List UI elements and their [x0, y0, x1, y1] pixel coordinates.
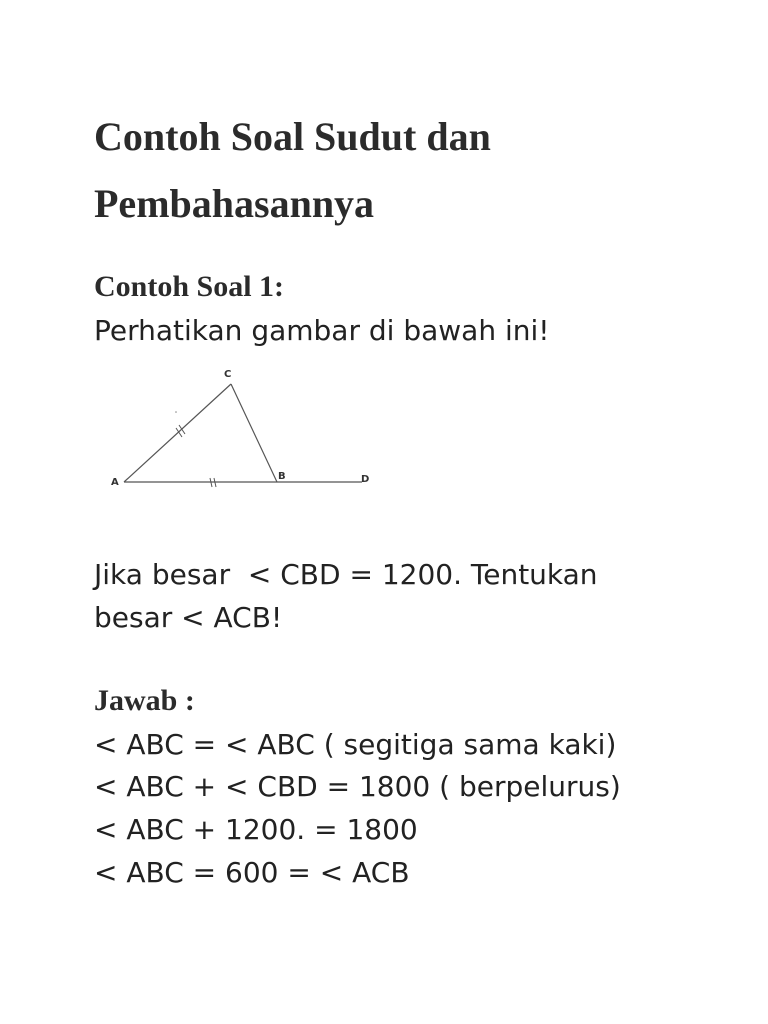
triangle-figure [100, 360, 390, 500]
instruction-text: Perhatikan gambar di bawah ini! [94, 314, 550, 347]
answer-step-4: < ABC = 600 = < ACB [94, 856, 410, 889]
page-title: Contoh Soal Sudut dan Pembahasannya [94, 114, 491, 226]
answer-step-1: < ABC = < ABC ( segitiga sama kaki) [94, 728, 617, 761]
answer-step-2: < ABC + < CBD = 1800 ( berpelurus) [94, 770, 621, 803]
side-ac [124, 384, 231, 482]
point-label-b: B [278, 471, 286, 482]
triangle-diagram [100, 360, 390, 500]
side-cb [231, 384, 277, 482]
example-heading: Contoh Soal 1: [94, 270, 285, 303]
point-label-a: A [111, 477, 119, 488]
answer-heading: Jawab : [94, 684, 195, 717]
question-line-2: besar < ACB! [94, 601, 283, 634]
point-label-c: C [224, 369, 232, 380]
stray-dot [175, 411, 177, 413]
question-line-1: Jika besar < CBD = 1200. Tentukan [94, 558, 598, 591]
answer-step-3: < ABC + 1200. = 1800 [94, 813, 418, 846]
point-label-d: D [361, 474, 370, 485]
